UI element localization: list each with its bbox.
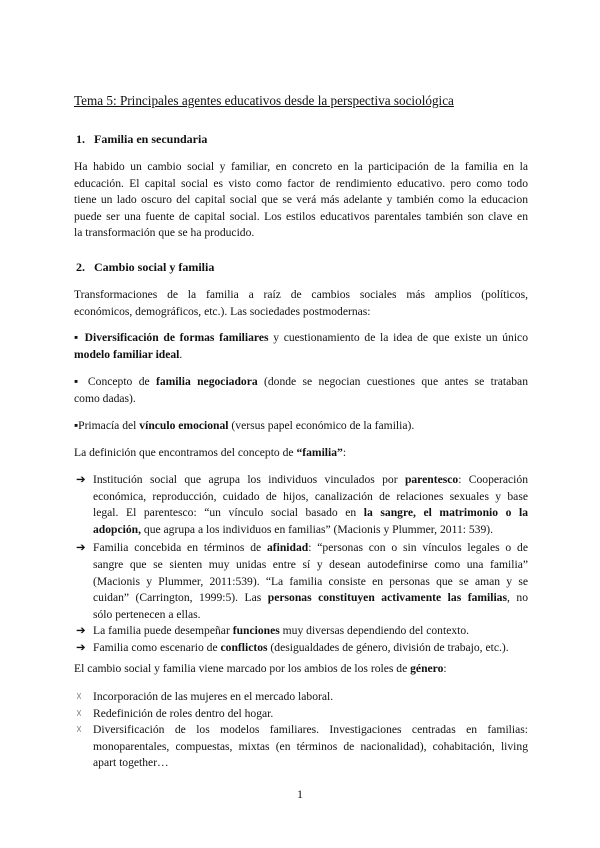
text-run: cuidan” (Carrington, 1999:5). Las xyxy=(93,591,268,605)
text-run: (desigualdades de género, división de trabajo, etc.). xyxy=(267,640,509,654)
text-run: Concepto de xyxy=(81,375,156,388)
paragraph-line xyxy=(93,641,509,654)
definition-list xyxy=(74,472,528,657)
gender-roles-intro xyxy=(74,661,528,678)
bold-term: adopción, xyxy=(93,522,141,536)
arrow-icon: ➔ xyxy=(76,473,86,486)
cross-icon: ☓ xyxy=(76,691,82,703)
section-number: 2. xyxy=(76,260,85,274)
bold-term: vínculo emocional xyxy=(139,419,229,432)
text-run: El cambio social y familia viene marcado por los ambios de los roles de xyxy=(74,662,411,675)
paragraph-line xyxy=(93,624,469,637)
text-run: Institución social que agrupa los individuos vinculados por xyxy=(93,473,405,486)
text-run: La familia puede desempeñar xyxy=(93,624,233,638)
arrow-icon: ➔ xyxy=(76,541,86,555)
list-item xyxy=(74,472,528,538)
paragraph-line xyxy=(93,590,528,607)
paragraph-line: la transformación que se ha producido. xyxy=(74,226,255,240)
paragraph-line: económica, reproducción, cuidado de hijos, canalización de relaciones sexuales y base xyxy=(93,489,528,503)
text-run: . xyxy=(179,347,183,361)
list-item xyxy=(74,722,528,772)
gender-roles-list xyxy=(74,689,528,772)
document-title: Tema 5: Principales agentes educativos desde la perspectiva sociológica xyxy=(74,93,454,108)
paragraph-line xyxy=(74,661,528,678)
cross-icon: ☓ xyxy=(76,707,82,720)
paragraph-line xyxy=(93,472,528,489)
text-run: muy diversas dependiendo del contexto. xyxy=(279,624,470,638)
paragraph-line xyxy=(93,540,528,557)
list-item xyxy=(74,706,528,723)
paragraph-line: puede ser una fuente de capital social. Los estilos educativos parentales también son clave en xyxy=(74,209,528,223)
list-item xyxy=(74,640,528,657)
text-run: (donde se negocian cuestiones que antes se trataban xyxy=(257,375,528,388)
text-run: : “personas con o sin vínculos legales o de xyxy=(308,541,528,555)
text-run: Primacía del xyxy=(78,419,140,432)
list-item xyxy=(74,623,528,640)
bold-term: género xyxy=(410,662,444,675)
section-heading-familia-secundaria xyxy=(76,131,207,148)
bold-term: “familia” xyxy=(296,446,343,459)
paragraph-line: educación. El capital social es visto como factor de rendimiento educativo. pero como todo xyxy=(74,176,528,190)
text-run: que agrupa a los individuos en familias” (Macionis y Plummer, 2011: 539). xyxy=(141,522,494,536)
list-item xyxy=(74,689,528,706)
arrow-icon: ➔ xyxy=(76,624,86,638)
bold-term: conflictos xyxy=(220,640,268,654)
bold-term: la sangre, el matrimonio o la xyxy=(363,506,528,520)
bold-term: familia negociadora xyxy=(155,375,258,388)
paragraph-line: sólo pertenecen a ellas. xyxy=(93,607,201,621)
paragraph-line: monoparentales, compuestas, mixtas (en términos de nacionalidad), cohabitación, living xyxy=(93,739,528,753)
text-run: : Cooperación xyxy=(458,473,529,486)
paragraph-line xyxy=(74,330,528,347)
bold-term: modelo familiar ideal xyxy=(74,347,180,361)
paragraph-line: Ha habido un cambio social y familiar, en concreto en la participación de la familia en la xyxy=(74,160,528,173)
section-title: Familia en secundaria xyxy=(94,132,208,146)
section-heading-cambio-social xyxy=(76,259,214,276)
paragraph-line xyxy=(74,445,528,462)
section1-paragraph xyxy=(74,159,528,242)
paragraph-line: tiene un lado oscuro del capital social que se verá más adelante y también como la educacion xyxy=(74,193,528,207)
page-number: 1 xyxy=(297,787,303,801)
bold-term: Diversificación de formas familiares xyxy=(84,331,269,344)
bullet-marker: ▪ xyxy=(74,331,80,344)
text-run: , no xyxy=(507,591,528,605)
paragraph-line: (Macionis y Plummer, 2011:539). “La familia consiste en personas que se aman y se xyxy=(93,574,528,588)
paragraph-line: sangre que se sienten muy unidas entre sí y desean autodefinirse como una familia” xyxy=(93,557,528,571)
paragraph-line: económicos, demográficos, etc.). Las sociedades postmodernas: xyxy=(74,304,371,318)
paragraph-line xyxy=(74,347,528,364)
section2-intro xyxy=(74,287,528,320)
point-familia-negociadora xyxy=(74,374,528,407)
text-run: y cuestionamiento de la idea de que existe un único xyxy=(268,331,528,344)
section-title: Cambio social y familia xyxy=(94,260,215,274)
text-run: Familia como escenario de xyxy=(93,640,221,654)
paragraph-line xyxy=(93,505,528,522)
paragraph-line: Redefinición de roles dentro del hogar. xyxy=(93,706,274,720)
bold-term: afinidad xyxy=(266,541,309,555)
text-run: Familia concebida en términos de xyxy=(93,541,267,555)
section-number: 1. xyxy=(76,132,85,146)
point-diversificacion xyxy=(74,330,528,363)
cross-icon: ☓ xyxy=(76,724,82,737)
paragraph-line: como dadas). xyxy=(74,391,136,405)
bullet-marker: ▪ xyxy=(74,375,82,388)
arrow-icon: ➔ xyxy=(76,640,86,654)
paragraph-line xyxy=(74,418,528,435)
text-run: (versus papel económico de la familia). xyxy=(228,419,415,432)
list-item xyxy=(74,540,528,623)
text-run: : xyxy=(342,446,347,459)
definition-intro xyxy=(74,445,528,462)
paragraph-line: Transformaciones de la familia a raíz de cambios sociales más amplios (políticos, xyxy=(74,288,528,301)
paragraph-line xyxy=(93,523,493,536)
paragraph-line: Incorporación de las mujeres en el mercado laboral. xyxy=(93,690,334,703)
bold-term: funciones xyxy=(232,624,280,638)
paragraph-line: apart together… xyxy=(93,756,169,770)
text-run: legal. El parentesco: “un vínculo social basado en xyxy=(93,506,364,520)
text-run: : xyxy=(443,662,447,675)
paragraph-line xyxy=(74,374,528,391)
bold-term: personas constituyen activamente las familias xyxy=(267,591,507,605)
text-run: La definición que encontramos del concepto de xyxy=(74,446,297,459)
point-vinculo-emocional xyxy=(74,418,528,435)
paragraph-line: Diversificación de los modelos familiares. Investigaciones centradas en familias: xyxy=(93,723,528,737)
bold-term: parentesco xyxy=(404,473,459,486)
bullet-marker: ▪ xyxy=(74,419,79,432)
